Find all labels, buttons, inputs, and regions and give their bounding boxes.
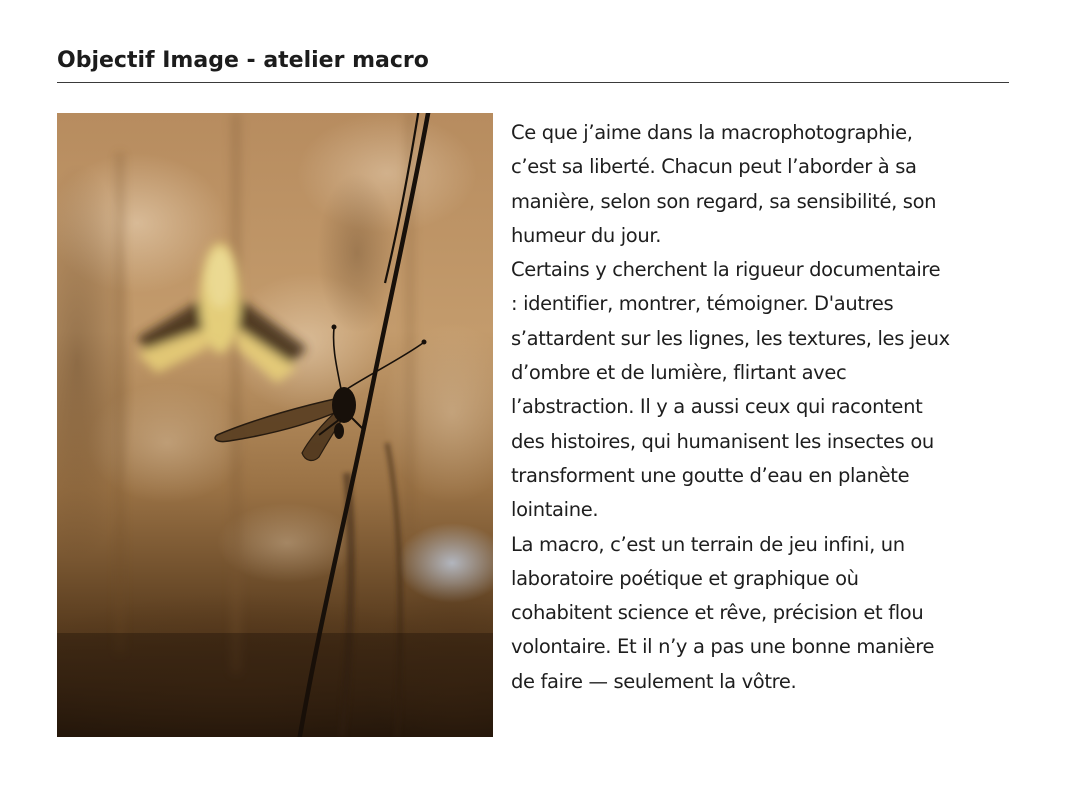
- text-line: cohabitent science et rêve, précision et flou: [511, 601, 924, 625]
- text-line: d’ombre et de lumière, flirtant avec: [511, 361, 847, 385]
- title-divider: [57, 82, 1009, 83]
- text-line: de faire — seulement la vôtre.: [511, 669, 797, 693]
- text-line: Ce que j’aime dans la macrophotographie,: [511, 121, 913, 144]
- text-line: laboratoire poétique et graphique où: [511, 566, 859, 590]
- text-line: l’abstraction. Il y a aussi ceux qui racontent: [511, 395, 923, 419]
- text-line: lointaine.: [511, 498, 599, 522]
- text-line: : identifier, montrer, témoigner. D'autres: [511, 292, 894, 316]
- text-line: des histoires, qui humanisent les insectes ou: [511, 429, 934, 453]
- text-line: La macro, c’est un terrain de jeu infini, un: [511, 532, 905, 556]
- text-line: transforment une goutte d’eau en planète: [511, 463, 910, 487]
- macro-photo-illustration: [57, 113, 493, 737]
- body-text: [511, 116, 1031, 699]
- text-line: manière, selon son regard, sa sensibilité, son: [511, 189, 937, 213]
- text-line: c’est sa liberté. Chacun peut l’aborder à sa: [511, 155, 917, 179]
- text-line: humeur du jour.: [511, 223, 662, 247]
- macro-photo: [57, 113, 493, 737]
- text-line: volontaire. Et il n’y a pas une bonne manière: [511, 635, 935, 659]
- slide-title: Objectif Image - atelier macro: [57, 48, 429, 73]
- text-line: s’attardent sur les lignes, les textures, les jeux: [511, 326, 950, 350]
- text-line: Certains y cherchent la rigueur documentaire: [511, 258, 941, 282]
